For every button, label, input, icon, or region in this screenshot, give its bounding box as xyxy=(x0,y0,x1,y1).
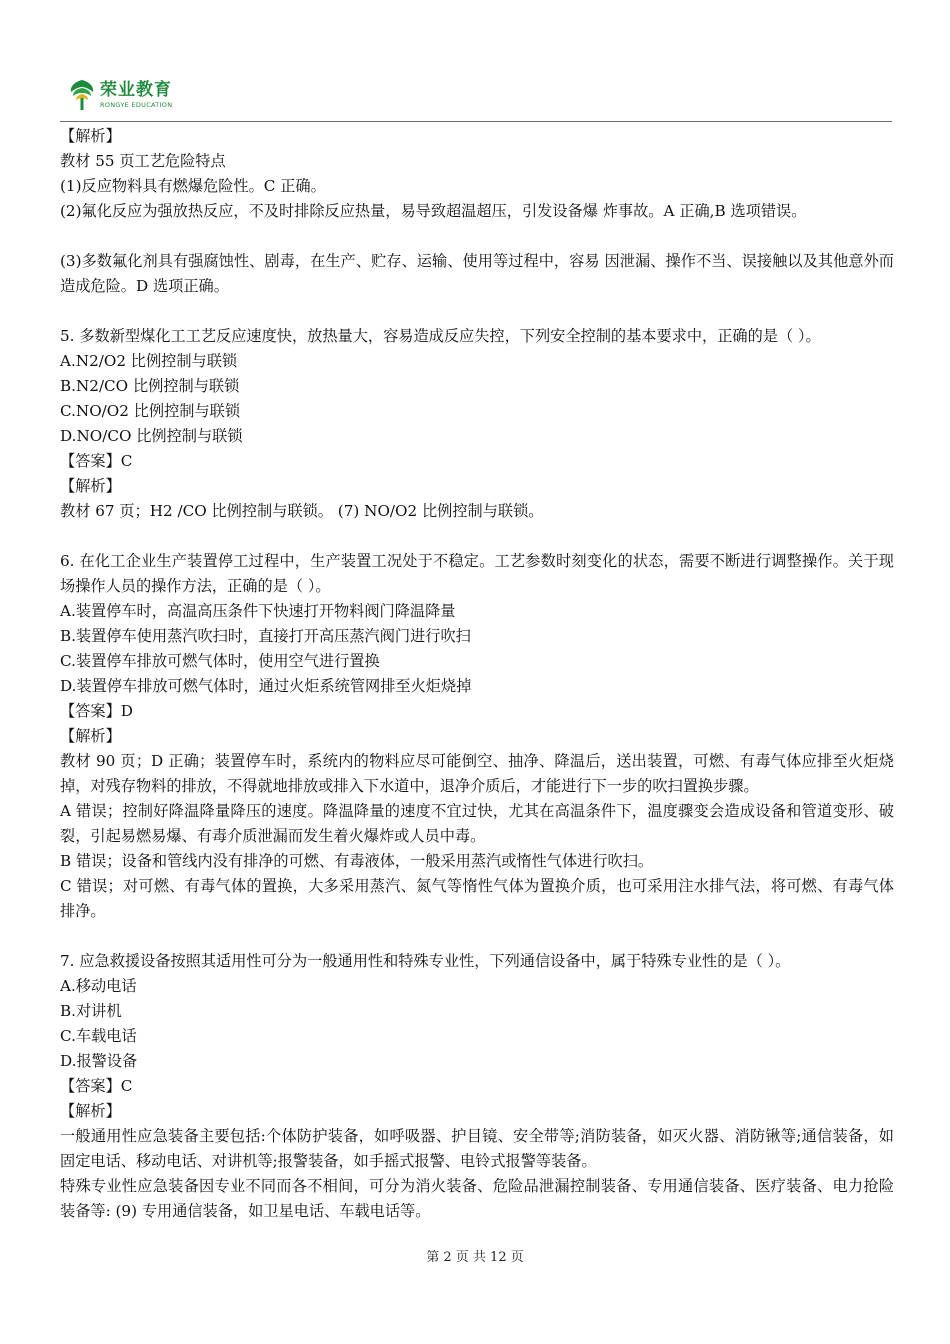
text-paragraph: A 错误；控制好降温降量降压的速度。降温降量的速度不宜过快，尤其在高温条件下，温度骤变会造成设备和管道变形、破裂，引起易燃易爆、有毒介质泄漏而发生着火爆炸或人员中毒。 xyxy=(60,802,894,845)
blank-line xyxy=(60,224,894,249)
option-c: C.车载电话 xyxy=(60,1027,137,1045)
text-paragraph: 教材 90 页；D 正确；装置停车时，系统内的物料应尽可能倒空、抽净、降温后，送出装置，可燃、有毒气体应排至火炬烧掉，对残存物料的排放，不得就地排放或排入下水道中，退净介质后，才能进行下一步的吹扫置换步骤。 xyxy=(60,752,894,795)
answer-line: 【答案】C xyxy=(60,1077,133,1095)
text-paragraph: 特殊专业性应急装备因专业不同而各不相间，可分为消火装备、危险品泄漏控制装备、专用通信装备、医疗装备、电力抢险装备等: (9) 专用通信装备，如卫星电话、车载电话等。 xyxy=(60,1177,894,1220)
question-6: 6. 在化工企业生产装置停工过程中，生产装置工况处于不稳定。工艺参数时刻变化的状态，需要不断进行调整操作。关于现场操作人员的操作方法，正确的是（ ）。 xyxy=(60,552,894,595)
page-header xyxy=(60,70,892,122)
option-d: D.装置停车排放可燃气体时，通过火炬系统管网排至火炬烧掉 xyxy=(60,677,472,695)
blank-line xyxy=(60,524,894,549)
option-c: C.装置停车排放可燃气体时，使用空气进行置换 xyxy=(60,652,380,670)
option-a: A.移动电话 xyxy=(60,977,137,995)
option-c: C.NO/O2 比例控制与联锁 xyxy=(60,402,241,420)
option-a: A.N2/O2 比例控制与联锁 xyxy=(60,352,238,370)
answer-line: 【答案】C xyxy=(60,452,133,470)
answer-line: 【答案】D xyxy=(60,702,133,720)
analysis-heading: 【解析】 xyxy=(60,1102,121,1120)
text-paragraph: C 错误；对可燃、有毒气体的置换，大多采用蒸汽、氮气等惰性气体为置换介质，也可采用注水排气法，将可燃、有毒气体排净。 xyxy=(60,877,894,920)
option-b: B.对讲机 xyxy=(60,1002,122,1020)
document-body xyxy=(60,124,894,1224)
page-number: 第 2 页 共 12 页 xyxy=(426,1250,524,1265)
logo xyxy=(68,78,172,112)
option-d: D.报警设备 xyxy=(60,1052,138,1070)
text-line: B 错误；设备和管线内没有排净的可燃、有毒液体，一般采用蒸汽或惰性气体进行吹扫。 xyxy=(60,852,654,870)
blank-line xyxy=(60,299,894,324)
text-line: 教材 55 页工艺危险特点 xyxy=(60,152,226,170)
text-line: (1)反应物料具有燃爆危险性。C 正确。 xyxy=(60,177,326,195)
text-line: 教材 67 页；H2 /CO 比例控制与联锁。 (7) NO/O2 比例控制与联锁。 xyxy=(60,502,544,520)
header-rule xyxy=(60,121,892,122)
logo-english-text: RONGYE EDUCATION xyxy=(100,100,173,109)
analysis-heading: 【解析】 xyxy=(60,727,121,745)
option-b: B.装置停车使用蒸汽吹扫时，直接打开高压蒸汽阀门进行吹扫 xyxy=(60,627,471,645)
option-b: B.N2/CO 比例控制与联锁 xyxy=(60,377,240,395)
text-paragraph: (3)多数氟化剂具有强腐蚀性、剧毒，在生产、贮存、运输、使用等过程中，容易 因泄漏、操作不当、误接触以及其他意外而造成危险。D 选项正确。 xyxy=(60,252,894,295)
question-5: 5. 多数新型煤化工工艺反应速度快，放热量大，容易造成反应失控，下列安全控制的基本要求中，正确的是（ ）。 xyxy=(60,327,821,345)
analysis-heading: 【解析】 xyxy=(60,477,121,495)
analysis-heading: 【解析】 xyxy=(60,127,121,145)
text-paragraph: 一般通用性应急装备主要包括:个体防护装备，如呼吸器、护目镜、安全带等;消防装备，如灭火器、消防锹等;通信装备，如固定电话、移动电话、对讲机等;报警装备，如手摇式报警、电铃式报警等装备。 xyxy=(60,1127,894,1170)
tree-logo-icon xyxy=(68,78,96,112)
option-a: A.装置停车时，高温高压条件下快速打开物料阀门降温降量 xyxy=(60,602,456,620)
option-d: D.NO/CO 比例控制与联锁 xyxy=(60,427,243,445)
question-7: 7. 应急救援设备按照其适用性可分为一般通用性和特殊专业性，下列通信设备中，属于特殊专业性的是（ ）。 xyxy=(60,952,791,970)
text-line: (2)氟化反应为强放热反应，不及时排除反应热量，易导致超温超压，引发设备爆 炸事故。A 正确,B 选项错误。 xyxy=(60,202,807,220)
blank-line xyxy=(60,924,894,949)
logo-chinese-text: 荣业教育 xyxy=(100,79,172,100)
